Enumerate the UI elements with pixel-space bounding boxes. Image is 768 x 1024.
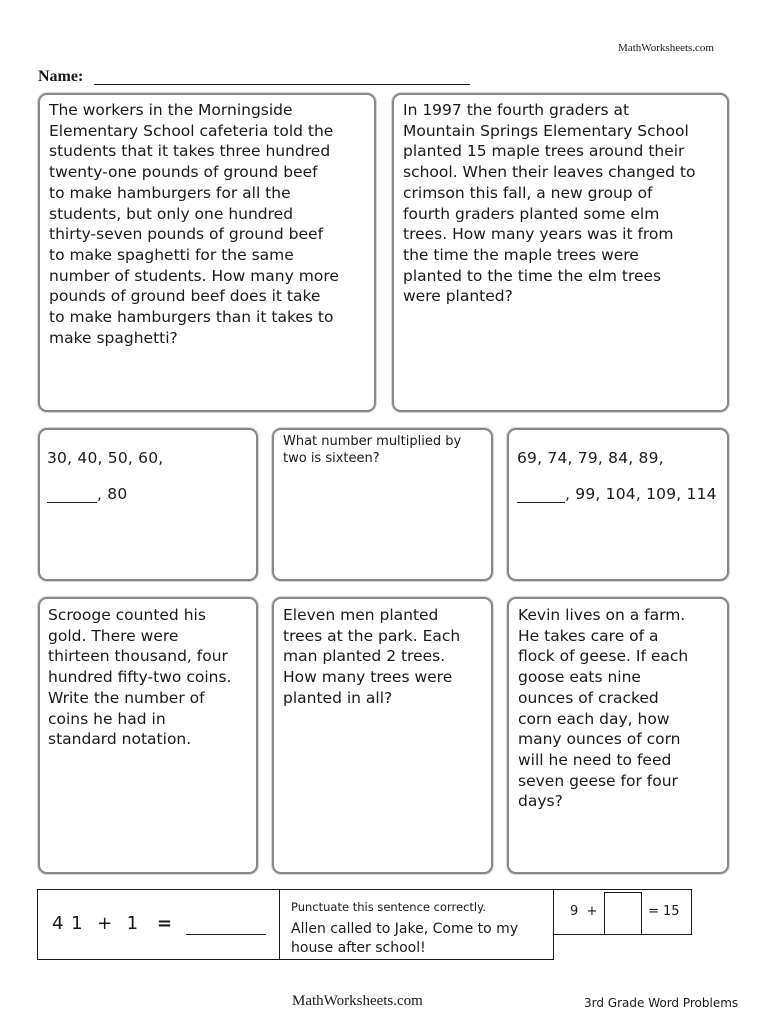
sequence-1-line-1: 30, 40, 50, 60, [47,449,164,467]
problem-text-geese: Kevin lives on a farm. He takes care of a flock of geese. If each goose eats nine ounces of cracked corn each day, how many ounces of corn will he need to feed seven geese for four days? [518,606,689,811]
problem-text-scrooge: Scrooge counted his gold. There were thirteen thousand, four hundred fifty-two coins. Write the number of coins he had in standard notation. [48,606,232,749]
missing-number-left: 9 + [570,904,598,919]
footer-subtitle: 3rd Grade Word Problems [584,996,739,1010]
name-label: Name: [38,68,84,85]
punctuation-sentence: Allen called to Jake, Come to my house after school! [291,921,519,956]
sequence-1-blank[interactable] [47,502,97,503]
equation-equals: = [157,913,173,934]
header-site-name: MathWorksheets.com [618,42,714,54]
sequence-1-line-2: , 80 [97,485,128,503]
problem-text-hamburgers: The workers in the Morningside Elementary School cafeteria told the students that it takes three hundred twenty-one pounds of ground beef to make hamburgers for all the students, but only one hundred thirty-seven pounds of ground beef to make spaghetti for the same number of students. How many more pounds of ground beef does it take to make hamburgers than it takes to make spaghetti? [49,101,339,347]
equation-answer-line[interactable] [186,934,266,935]
problem-text-maple-trees: In 1997 the fourth graders at Mountain Springs Elementary School planted 15 maple trees around their school. When their leaves changed to crimson this fall, a new group of fourth graders planted some elm trees. How many years was it from the time the maple trees were planted to the time the elm trees were planted? [403,101,696,306]
equation-left: 4 1 + 1 [52,913,140,934]
problem-text-eleven-men: Eleven men planted trees at the park. Each man planted 2 trees. How many trees were planted in all? [283,606,461,707]
name-input-line[interactable] [94,84,470,85]
punctuation-instruction: Punctuate this sentence correctly. [291,900,486,914]
missing-number-right: = 15 [648,904,680,919]
sequence-2-blank[interactable] [517,502,565,503]
missing-number-answer-box[interactable] [604,892,642,935]
footer-site-name: MathWorksheets.com [292,993,423,1009]
problem-text-multiply: What number multiplied by two is sixteen? [283,434,462,466]
sequence-2-line-2: , 99, 104, 109, 114 [565,485,717,503]
sequence-2-line-1: 69, 74, 79, 84, 89, [517,449,664,467]
